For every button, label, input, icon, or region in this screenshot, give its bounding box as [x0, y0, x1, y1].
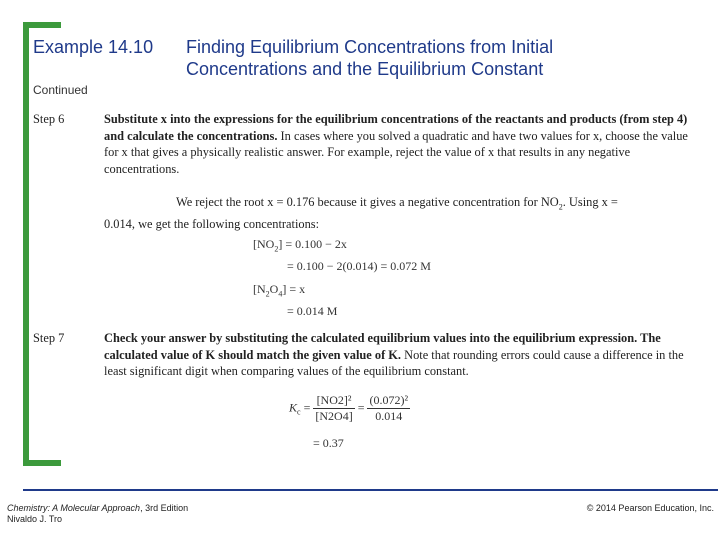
- step-6-normal: In cases where you solved a quadratic and have two values for x, choose the value for x that gives a physically realistic answer. For example, reject the value of x that results in any negative concentrations.: [104, 128, 688, 176]
- footer-divider: [23, 489, 718, 491]
- example-label: Example 14.10: [33, 37, 154, 57]
- title-line-2: Concentrations and the Equilibrium Constant: [186, 59, 544, 79]
- step-6-text: [104, 111, 692, 177]
- n2o4-result: = 0.014 M: [287, 304, 338, 318]
- kc-result: = 0.37: [313, 436, 344, 450]
- step-6-label: Step 6: [33, 112, 65, 126]
- n2o4-mid: O: [269, 282, 279, 296]
- no2-result: = 0.100 − 2(0.014) = 0.072 M: [287, 259, 431, 273]
- reject-sub: 2: [558, 202, 563, 212]
- kc-sub: c: [297, 407, 301, 417]
- step-7-bold: Check your answer by substituting the calculated equilibrium values into the equilibrium expression. The calculated value of K should match the given value of K.: [104, 331, 661, 362]
- n2o4-lhs: [N: [253, 282, 266, 296]
- kc-symbol: K: [289, 400, 298, 415]
- no2-equation: [253, 237, 347, 253]
- no2-sub: 2: [274, 244, 279, 254]
- step-7-normal: Note that rounding errors could cause a difference in the least significant digit when comparing values of the equilibrium constant.: [104, 347, 684, 378]
- footer-author: Nivaldo J. Tro: [7, 514, 63, 524]
- kc-fraction-1: [313, 393, 354, 424]
- kc-equation: $K_c$ = $\frac{\text{[NO2]²}}{[N2O4]}$ = $\frac{\text{(0.072)²}}{0.014}$: [289, 393, 409, 423]
- footer-copyright: © 2014 Pearson Education, Inc.: [586, 503, 714, 513]
- footer-edition: , 3rd Edition: [140, 503, 189, 513]
- reject-text-b: . Using x =: [562, 195, 618, 209]
- step-7-text: [104, 330, 692, 380]
- kc-frac1-num: [NO2]²: [313, 393, 354, 409]
- n2o4-rhs: ] = x: [282, 282, 306, 296]
- no2-lhs: [NO: [253, 237, 275, 251]
- kc-frac2-den: 0.014: [375, 409, 403, 423]
- n2o4-equation: [253, 282, 305, 298]
- reject-text-line2: 0.014, we get the following concentrations:: [104, 216, 320, 231]
- example-title: [186, 36, 706, 80]
- footer-citation: [7, 503, 188, 525]
- kc-frac2-num: (0.072)²: [369, 393, 409, 407]
- kc-frac1-den: [N2O4]: [315, 409, 353, 423]
- reject-paragraph: [104, 194, 692, 232]
- title-line-1: Finding Equilibrium Concentrations from Initial: [186, 37, 554, 57]
- footer-book-title: Chemistry: A Molecular Approach: [7, 503, 141, 513]
- reject-text-a: We reject the root x = 0.176 because it gives a negative concentration for NO: [176, 195, 559, 209]
- n2o4-sub-1: 2: [265, 289, 270, 299]
- step-6-bold: Substitute x into the expressions for the equilibrium concentrations of the reactants and products (from step 4) and calculate the concentrations.: [104, 112, 688, 143]
- no2-rhs: ] = 0.100 − 2x: [278, 237, 347, 251]
- kc-fraction-2: [367, 393, 410, 424]
- continued-label: Continued: [33, 83, 88, 97]
- n2o4-sub-2: 4: [278, 289, 283, 299]
- step-7-label: Step 7: [33, 331, 65, 345]
